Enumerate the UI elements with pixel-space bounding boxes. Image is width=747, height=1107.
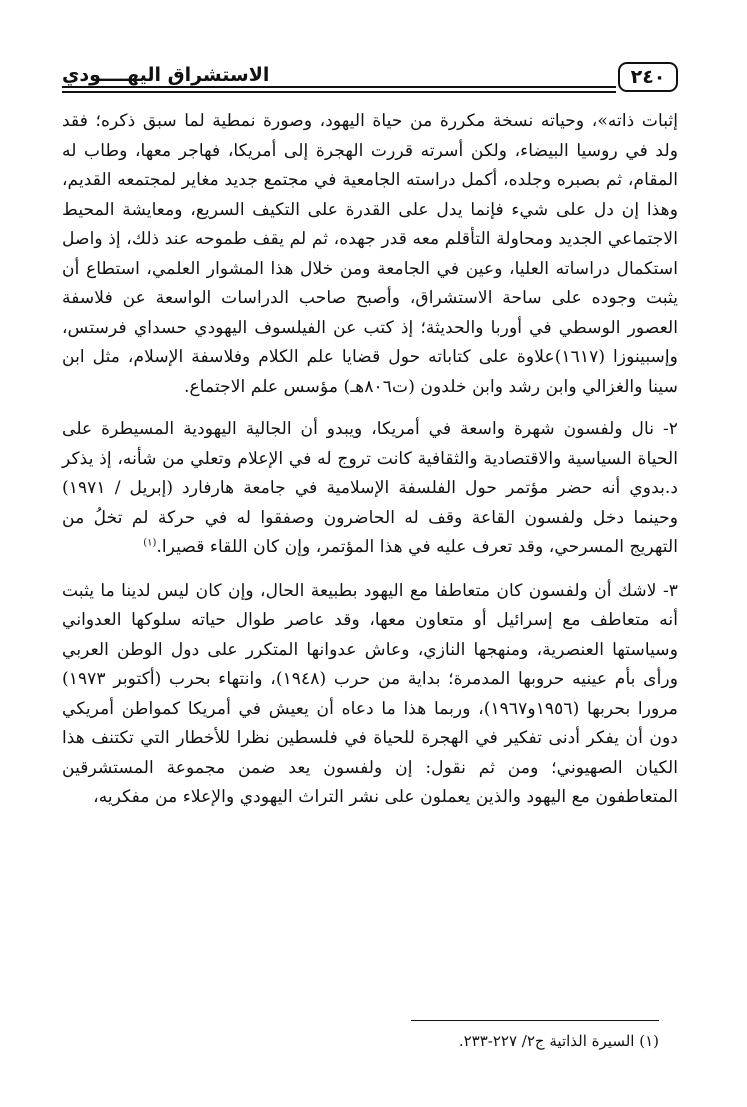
running-header (62, 58, 678, 98)
header-rule-top (62, 86, 616, 88)
paragraph-2 (62, 415, 678, 563)
paragraph-3: ٣- لاشك أن ولفسون كان متعاطفا مع اليهود بطبيعة الحال، وإن كان ليس لدينا ما يثبت أنه متعاطف مع إسرائيل أو متعاون معها، وقد عاصر طوال حياته سلوكها العدواني وسياستها العنصرية، ومنهجها النازي، وعاش عدوانها المتكرر على دول الوطن العربي ورأى بأم عينيه حروبها المدمرة؛ بداية من حرب (١٩٤٨)، وانتهاء بحرب (أكتوبر ١٩٧٣) مرورا بحربها (١٩٥٦و١٩٦٧)، وربما هذا ما دعاه أن يعيش في أمريكا كمواطن أمريكي دون أن يفكر أدنى تفكير في الهجرة للحياة في فلسطين نظرا للأخطار التي تكتنف هذا الكيان الصهيوني؛ ومن ثم نقول: إن ولفسون يعد ضمن مجموعة المستشرقين المتعاطفون مع اليهود والذين يعملون على نشر التراث اليهودي والإعلاء من مفكريه، (62, 580, 678, 807)
main-text (62, 107, 678, 827)
running-title: الاستشراق اليهــــودي (62, 64, 270, 86)
footnote-1: (١) السيرة الذاتية ج٢/ ٢٢٧-٢٣٣. (458, 1032, 659, 1050)
header-rule-bottom (62, 91, 616, 93)
paragraph-2-text: ٢- نال ولفسون شهرة واسعة في أمريكا، ويبدو أن الجالية اليهودية المسيطرة على الحياة السياسية والاقتصادية والثقافية كانت تروج له في الإعلام وتعلي من شأنه، إذ يذكر د.بدوي أنه حضر مؤتمر حول الفلسفة الإسلامية في جامعة هارفارد (إبريل / ١٩٧١) وحينما دخل ولفسون القاعة وقف له الحاضرون وصفقوا له في حركة لم تخلُ من التهريج المسرحي، وقد تعرف عليه في هذا المؤتمر، وإن كان اللقاء قصيرا. (62, 419, 678, 557)
paragraph-1: إثبات ذاته»، وحياته نسخة مكررة من حياة اليهود، وصورة نمطية لما سبق ذكره؛ فقد ولد في روسيا البيضاء، ولكن أسرته قررت الهجرة إلى أمريكا، فهاجر معها، وطاب له المقام، ثم بصبره وجلده، أكمل دراسته الجامعية في مجتمع جديد مغاير لمجتمعه القديم، وهذا إن دل على شيء فإنما يدل على القدرة على التكيف السريع، ومعايشة المحيط الاجتماعي الجديد ومحاولة التأقلم معه قدر جهده، ثم لم يقف طموحه عند ذلك، إذ واصل استكمال دراساته العليا، وعين في الجامعة ومن خلال هذا المشوار العلمي، استطاع أن يثبت وجوده على ساحة الاستشراق، وأصبح صاحب الدراسات الواسعة عن فلاسفة العصور الوسطي في أوربا والحديثة؛ إذ كتب عن الفيلسوف اليهودي حسداي فرستس، وإسبينوزا (١٦١٧)علاوة على كتاباته حول قضايا علم الكلام وفلاسفة الإسلام، مثل ابن سينا والغزالي وابن رشد وابن خلدون (ت٨٠٦هـ) مؤسس علم الاجتماع. (62, 111, 678, 397)
footnote-reference-1: (١) (143, 537, 157, 549)
footnote-separator (411, 1020, 659, 1021)
page-number: ٢٤٠ (618, 62, 678, 92)
